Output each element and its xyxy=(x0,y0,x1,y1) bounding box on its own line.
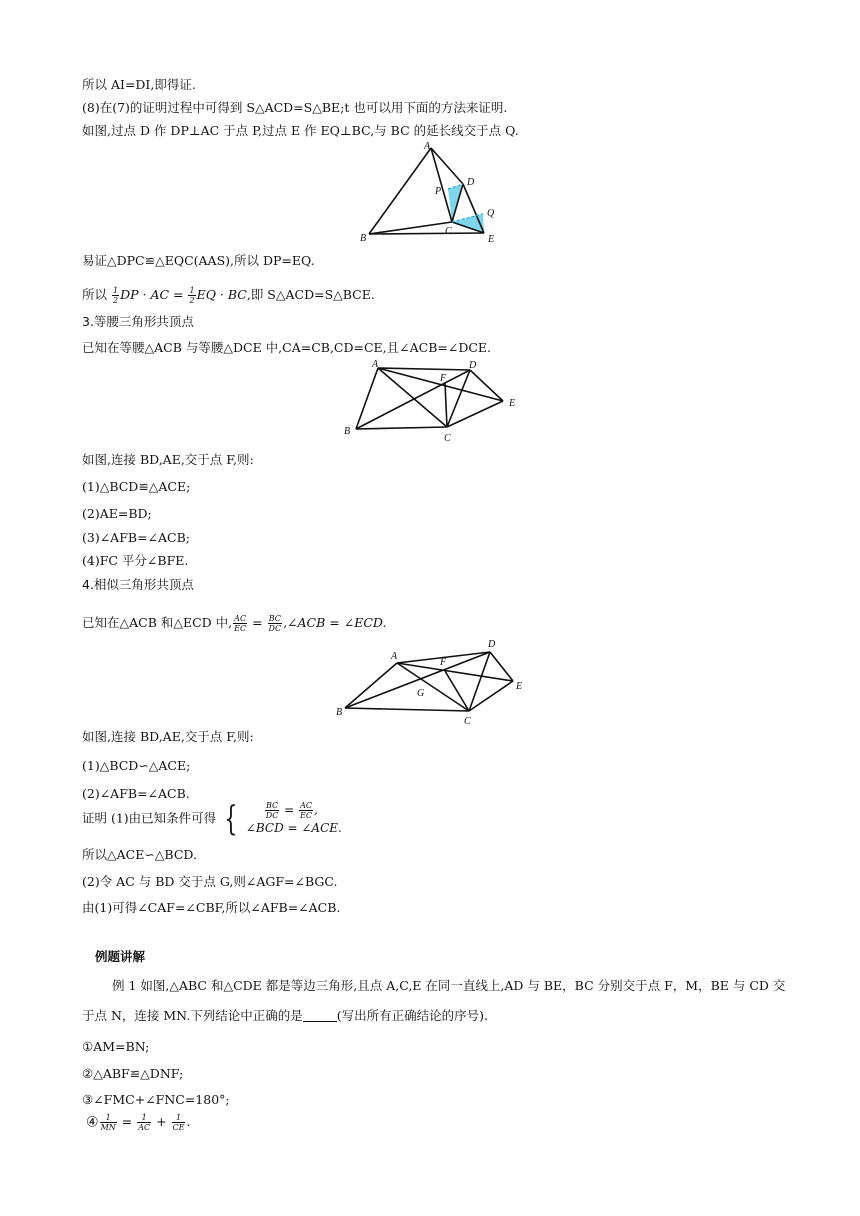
numerator: 1 xyxy=(137,1113,151,1123)
label-f: F xyxy=(440,373,447,384)
prefix: 所以 xyxy=(82,287,108,302)
fraction xyxy=(233,614,247,633)
fraction xyxy=(268,614,283,633)
denominator: 2 xyxy=(113,296,119,305)
equals-sign: = xyxy=(280,803,299,817)
label-g: G xyxy=(417,688,425,699)
prefix: ④ xyxy=(86,1114,99,1131)
label-e: E xyxy=(509,398,516,409)
numerator: AC xyxy=(300,801,312,810)
text-line: 已知在等腰△ACB 与等腰△DCE 中,CA=CB,CD=CE,且∠ACB=∠DCE. xyxy=(82,340,492,355)
prefix: 已知在△ACB 和△ECD 中, xyxy=(82,615,233,630)
text-line: 所以△ACE∽△BCD. xyxy=(82,847,197,862)
numerator: BC xyxy=(268,614,281,623)
suffix: (写出所有正确结论的序号). xyxy=(336,1008,489,1023)
label-e: E xyxy=(516,681,523,692)
label-c: C xyxy=(464,716,471,727)
denominator: DC xyxy=(265,811,279,820)
label-e: E xyxy=(488,234,495,245)
answer-blank xyxy=(303,1009,337,1022)
label-d: D xyxy=(488,639,496,650)
formula-line xyxy=(82,286,375,305)
brace: { xyxy=(224,798,238,839)
text-line: 如图,连接 BD,AE,交于点 F,则: xyxy=(82,729,254,744)
fraction-half xyxy=(112,286,119,305)
text-line: (4)FC 平分∠BFE. xyxy=(82,553,189,568)
text-line: (3)∠AFB=∠ACB; xyxy=(82,530,191,545)
plus-sign: + xyxy=(152,1114,171,1129)
option-line: ②△ABF≌△DNF; xyxy=(82,1066,184,1081)
prefix: 证明 (1)由已知条件可得 xyxy=(82,810,217,826)
numerator: 1 xyxy=(100,1113,117,1123)
label-f: F xyxy=(440,657,447,668)
fraction xyxy=(265,801,280,820)
fraction xyxy=(172,1113,186,1132)
denominator: DC xyxy=(268,624,282,633)
denominator: EC xyxy=(300,811,312,820)
section-heading: 3.等腰三角形共顶点 xyxy=(82,314,194,329)
prefix: 于点 N，连接 MN.下列结论中正确的是 xyxy=(82,1008,303,1023)
fraction-half xyxy=(188,286,195,305)
numerator: AC xyxy=(234,614,247,623)
equals-sign: = xyxy=(117,1114,137,1129)
option-line: ③∠FMC+∠FNC=180°; xyxy=(82,1092,230,1107)
example-heading: 例题讲解 xyxy=(95,949,146,964)
label-d: D xyxy=(469,360,477,371)
text-line: (2)令 AC 与 BD 交于点 G,则∠AGF=∠BGC. xyxy=(82,874,338,889)
numerator: 1 xyxy=(113,286,119,295)
denominator: 2 xyxy=(189,296,195,305)
fraction xyxy=(137,1113,151,1132)
option-line: ④ $\frac{1}{MN}$ = $\frac{1}{AC}$ + $\frac{1}{CE}$ . xyxy=(86,1113,191,1132)
label-a: A xyxy=(391,651,398,662)
text-line: (2)AE=BD; xyxy=(82,506,152,521)
text-line: 例 1 如图,△ABC 和△CDE 都是等边三角形,且点 A,C,E 在同一直线上,AD 与 BE，BC 分别交于点 F，M，BE 与 CD 交 xyxy=(112,978,786,993)
label-b: B xyxy=(344,426,351,437)
text-line: (2)∠AFB=∠ACB. xyxy=(82,786,190,801)
numerator: 1 xyxy=(189,286,195,295)
figure-triangle-shaded xyxy=(355,140,515,246)
section-heading: 4.相似三角形共顶点 xyxy=(82,577,194,592)
label-c: C xyxy=(445,226,452,237)
option-line: ①AM=BN; xyxy=(82,1039,150,1054)
fraction xyxy=(299,801,313,820)
fraction xyxy=(100,1113,117,1132)
text-line: 如图,过点 D 作 DP⊥AC 于点 P,过点 E 作 EQ⊥BC,与 BC 的延长线交于点 Q. xyxy=(82,123,519,138)
text-line: (1)△BCD≌△ACE; xyxy=(82,479,191,494)
text-line xyxy=(82,1007,488,1025)
label-b: B xyxy=(360,233,367,244)
text-line: 易证△DPC≌△EQC(AAS),所以 DP=EQ. xyxy=(82,253,315,268)
formula-line xyxy=(82,614,386,633)
figure-similar xyxy=(333,634,533,728)
text-line: 由(1)可得∠CAF=∠CBF,所以∠AFB=∠ACB. xyxy=(82,900,341,915)
text-line: (1)△BCD∽△ACE; xyxy=(82,758,191,773)
label-c: C xyxy=(444,433,451,444)
suffix: ,∠ACB = ∠ECD. xyxy=(283,615,387,630)
denominator: MN xyxy=(100,1123,116,1132)
text-line: (8)在(7)的证明过程中可得到 S△ACD=S△BE;t 也可以用下面的方法来证明. xyxy=(82,100,508,115)
text-line: 如图,连接 BD,AE,交于点 F,则: xyxy=(82,452,254,467)
expr: DP · AC = xyxy=(120,287,184,302)
label-b: B xyxy=(336,707,343,718)
denominator: AC xyxy=(138,1123,151,1132)
denominator: EC xyxy=(234,624,247,633)
label-a: A xyxy=(372,359,379,370)
label-p: P xyxy=(435,186,442,197)
label-d: D xyxy=(467,177,475,188)
label-a: A xyxy=(424,141,431,152)
expr: EQ · BC xyxy=(196,287,247,302)
equals-sign: = xyxy=(248,615,267,630)
suffix: ,即 S△ACD=S△BCE. xyxy=(246,287,375,302)
numerator: 1 xyxy=(172,1113,186,1123)
equation-system xyxy=(246,801,342,836)
denominator: CE xyxy=(172,1123,185,1132)
system-row-2: ∠BCD = ∠ACE. xyxy=(245,821,342,835)
system-row-1: $\frac{BC}{DC}$ = $\frac{AC}{EC}$ , xyxy=(265,801,318,820)
numerator: BC xyxy=(265,801,279,810)
label-q: Q xyxy=(487,208,495,219)
proof-line xyxy=(82,798,342,839)
text-line: 所以 AI=DI,即得证. xyxy=(82,77,196,92)
figure-isosceles xyxy=(338,356,528,444)
